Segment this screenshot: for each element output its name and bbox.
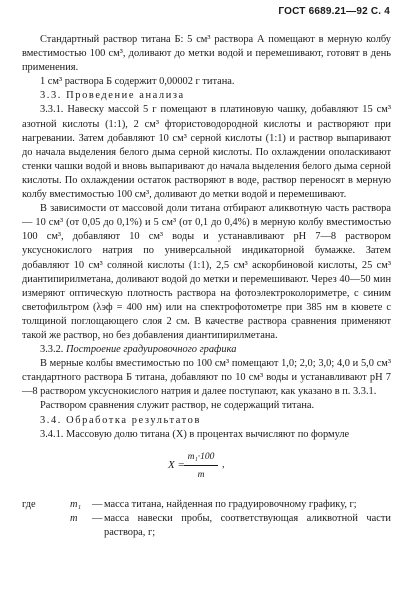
definition-text: масса титана, найденная по градуировочному графику, г; [104, 498, 357, 510]
definition-lead [22, 512, 70, 540]
section-3-4-title: 3.4. Обработка результатов [40, 414, 201, 426]
definitions [22, 498, 391, 540]
definition-symbol: m₁ [70, 498, 82, 510]
page-header: ГОСТ 6689.21—92 С. 4 [278, 6, 390, 17]
section-3-3-2-title: Построение градуировочного графика [66, 344, 237, 356]
definition-lead: где [22, 498, 36, 510]
section-3-3-2-number: 3.3.2. [40, 344, 64, 356]
formula [22, 444, 391, 492]
paragraph-3-3-2-b: Раствором сравнения служит раствор, не содержащий титана. [40, 400, 315, 412]
paragraph-3-4-1: 3.4.1. Массовую долю титана (X) в процентах вычисляют по формуле [40, 428, 350, 440]
section-3-3-title: 3.3. Проведение анализа [40, 90, 185, 102]
formula-numerator: m₁·100 [184, 450, 218, 466]
formula-lhs: X = [168, 458, 185, 471]
paragraph-3-3-2-heading [22, 343, 391, 357]
paragraph-3-3-1: 3.3.1. Навеску массой 5 г помещают в платиновую чашку, добавляют 15 см³ азотной кислоты (1:1), 2 см³ фтористоводородной кислоты и растворяют при нагревании. Затем добавляют 10 см³ серной кислоты (1:1) и раствор выпаривают до начала выделения белого дыма серной кислоты. По охлаждении ополаскивают стенки чашки водой и вновь выпаривают до начала выделения белого дыма серной кислоты. По охлаждении остаток растворяют в воде, раствор переносят в мерную колбу вместимостью 100 см³, доливают до метки водой и перемешивают. [22, 104, 391, 201]
formula-tail: , [222, 458, 225, 470]
formula-denominator: m [197, 469, 205, 480]
document-body [22, 33, 391, 540]
definition-text: масса навески пробы, соответствующая аликвотной части раствора, г; [104, 512, 391, 538]
paragraph-intro: Стандартный раствор титана Б: 5 см³ раствора А помещают в мерную колбу вместимостью 100 см³, доливают до метки водой и перемешивают, готовят в день применения. [22, 34, 391, 74]
formula-fraction [184, 450, 218, 482]
definition-row: где m₁ — масса титана, найденная по градуировочному графику, г; [22, 498, 391, 512]
paragraph-3-3-2: В мерные колбы вместимостью по 100 см³ помещают 1,0; 2,0; 3,0; 4,0 и 5,0 см³ стандартного раствора Б титана, добавляют по 10 см³ воды и устанавливают рН 7—8 раствором уксуснокислого натрия и далее поступают, как указано в п. 3.3.1. [22, 358, 391, 398]
paragraph-intro-note: 1 см³ раствора Б содержит 0,00002 г титана. [40, 76, 235, 88]
paragraph-3-3-1-b: В зависимости от массовой доли титана отбирают аликвотную часть раствора — 10 см³ (от 0,05 до 0,1%) и 5 см³ (от 0,1 до 0,4%) в мерную колбу вместимостью 100 см³, добавляют 10 см³ воды и устанавливают рН 7—8 раствором уксуснокислого натрия по универсальной индикаторной бумажке. Затем добавляют 10 см³ соляной кислоты (1:1), 2,5 см³ аскорбиновой кислоты, 25 см³ диантипирилметана, доливают водой до метки и перемешивают. Через 40—50 мин измеряют оптическую плотность раствора на фотоэлектроколориметре, с синим светофильтром (λэф = 400 нм) или на спектрофотометре при 385 нм в кювете с толщиной поглощающего слоя 2 см. В качестве раствора сравнения применяют такой же раствор, но без добавления диантипирилметана. [22, 203, 391, 341]
definition-symbol: m [70, 512, 78, 524]
definition-row: m — масса навески пробы, соответствующая аликвотной части раствора, г; [22, 512, 391, 540]
